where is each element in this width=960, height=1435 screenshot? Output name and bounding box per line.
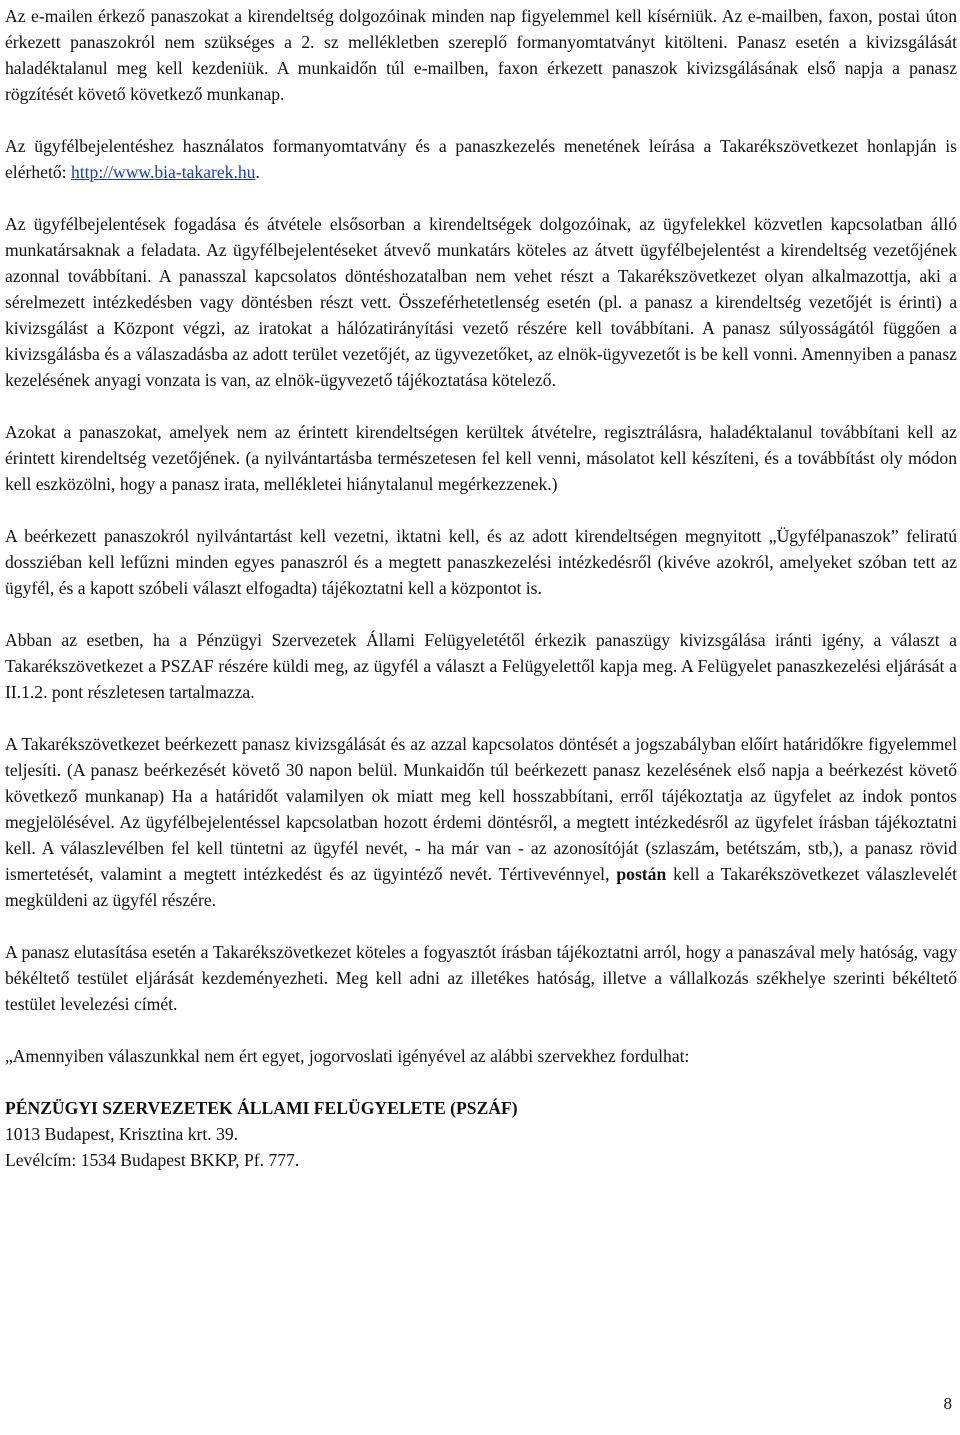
paragraph-receiving-complaints: Az ügyfélbejelentések fogadása és átvétele elsősorban a kirendeltségek dolgozóinak, az ügyfelekkel közvetlen kapcsolatban álló munkatársaknak a feladata. Az ügyfélbejelentéseket átvevő munkatárs köteles az átvett ügyfélbejelentést a kirendeltség vezetőjének azonnal továbbítani. A panasszal kapcsolatos döntéshozatalban nem vehet részt a Takarékszövetkezet olyan alkalmazottja, aki a sérelmezett intézkedésben vagy döntésben részt vett. Összeférhetetlenség esetén (pl. a panasz a kirendeltség vezetőjét is érinti) a kivizsgálást a Központ végzi, az iratokat a hálózatirányítási vezető részére kell továbbítani. A panasz súlyosságától függően a kivizsgálásba és a válaszadásba az adott terület vezetőjét, az ügyvezetőket, az elnök-ügyvezetőt is be kell vonni. Amennyiben a panasz kezelésének anyagi vonzata is van, az elnök-ügyvezető tájékoztatása kötelező. bbox=[5, 214, 957, 390]
paragraph-rejection: A panasz elutasítása esetén a Takarékszövetkezet köteles a fogyasztót írásban tájékoztatni arról, hogy a panaszával mely hatóság, vagy békéltető testület eljárását kezdeményezheti. Meg kell adni az illetékes hatóság, illetve a vállalkozás székhelye szerinti békéltető testület levelezési címét. bbox=[5, 942, 957, 1014]
paragraph-quote-intro: „Amennyiben válaszunkkal nem ért egyet, jogorvoslati igényével az alábbi szervekhez fordulhat: bbox=[5, 1046, 690, 1066]
paragraph-email-complaints: Az e-mailen érkező panaszokat a kirendeltség dolgozóinak minden nap figyelemmel kell kísérniük. Az e-mailben, faxon, postai úton érkezett panaszokról nem szükséges a 2. sz mellékletben szereplő formanyomtatványt kitölteni. Panasz esetén a kivizsgálását haladéktalanul meg kell kezdeniük. A munkaidőn túl e-mailben, faxon érkezett panaszok kivizsgálásának első napja a panasz rögzítését követő következő munkanap. bbox=[5, 6, 957, 104]
paragraph-form-period: . bbox=[255, 162, 260, 182]
paragraph-form-text: Az ügyfélbejelentéshez használatos formanyomtatvány és a panaszkezelés menetének leírása a Takarékszövetkezet honlapján is elérhető: bbox=[5, 136, 957, 182]
paragraph-registry: A beérkezett panaszokról nyilvántartást kell vezetni, iktatni kell, és az adott kirendeltségen megnyitott „Ügyfélpanaszok” feliratú dossziéban kell lefűzni minden egyes panaszról és a megtett panaszkezelési intézkedésről (kivéve azokról, amelyeket szóban tett az ügyfél, és a kapott szóbeli választ elfogadta) tájékoztatni kell a központot is. bbox=[5, 526, 957, 598]
paragraph-form-availability bbox=[5, 133, 957, 185]
paragraph-forwarding: Azokat a panaszokat, amelyek nem az érintett kirendeltségen kerültek átvételre, regisztrálásra, haladéktalanul továbbítani kell az érintett kirendeltség vezetőjének. (a nyilvántartásba természetesen fel kell venni, másolatot kell készíteni, és a továbbítást oly módon kell eszközölni, hogy a panasz irata, mellékletei hiánytalanul megérkezzenek.) bbox=[5, 422, 957, 494]
document-page bbox=[5, 3, 957, 1173]
paragraph-deadlines bbox=[5, 731, 957, 913]
website-link[interactable]: http://www.bia-takarek.hu bbox=[70, 162, 256, 182]
address-line: 1013 Budapest, Krisztina krt. 39. bbox=[5, 1124, 239, 1144]
paragraph-pszaf-requests: Abban az esetben, ha a Pénzügyi Szervezetek Állami Felügyeletétől érkezik panaszügy kivizsgálása iránti igény, a választ a Takarékszövetkezet a PSZAF részére küldi meg, az ügyfél a választ a Felügyelettől kapja meg. A Felügyelet panaszkezelési eljárását a II.1.2. pont részletesen tartalmazza. bbox=[5, 630, 957, 702]
paragraph-deadlines-bold: postán bbox=[616, 864, 667, 884]
address-block bbox=[5, 1095, 957, 1173]
organization-name: PÉNZÜGYI SZERVEZETEK ÁLLAMI FELÜGYELETE (PSZÁF) bbox=[5, 1098, 518, 1118]
page-number: 8 bbox=[943, 1394, 952, 1413]
paragraph-deadlines-end: kell a Takarékszövetkezet válaszlevelét megküldeni az ügyfél részére. bbox=[5, 864, 957, 910]
postal-address-line: Levélcím: 1534 Budapest BKKP, Pf. 777. bbox=[5, 1150, 300, 1170]
paragraph-deadlines-text: A Takarékszövetkezet beérkezett panasz kivizsgálását és az azzal kapcsolatos döntését a jogszabályban előírt határidőkre figyelemmel teljesíti. (A panasz beérkezését követő 30 napon belül. Munkaidőn túl beérkezett panasz kezelésének első napja a beérkezést követő következő munkanap) Ha a határidőt valamilyen ok miatt meg kell hosszabbítani, erről tájékoztatja az ügyfelet az indok pontos megjelölésével. Az ügyfélbejelentéssel kapcsolatban hozott érdemi döntésről, a megtett intézkedésről az ügyfelet írásban tájékoztatni kell. A válaszlevélben fel kell tüntetni az ügyfél nevét, - ha már van - az azonosítóját (szlaszám, betétszám, stb,), a panasz rövid ismertetését, valamint a megtett intézkedést és az ügyintéző nevét. Tértivevénnyel, bbox=[5, 734, 957, 884]
